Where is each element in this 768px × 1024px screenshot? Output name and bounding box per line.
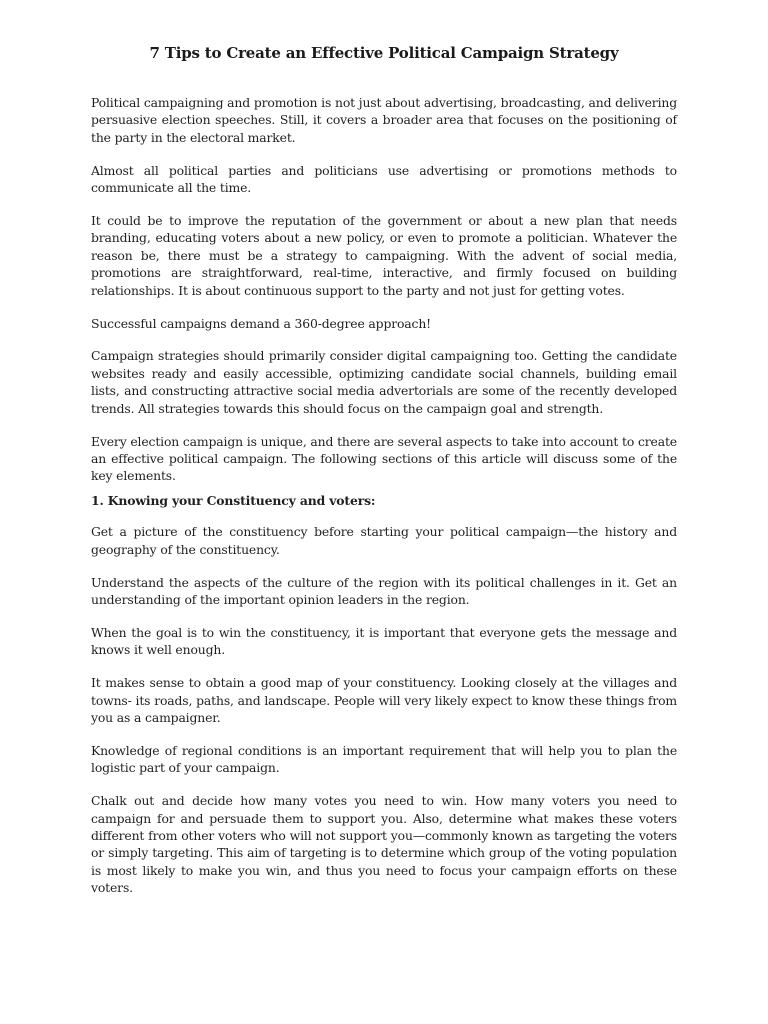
intro-paragraph-3: It could be to improve the reputation of the government or about a new plan that needs branding, educating voters about a new policy, or even to promote a politician. Whatever the reason be, there must be a strategy to campaigning. With the advent of social media, promotions are straightforward, real-time, interactive, and firmly focused on building relationships. It is about continuous support to the party and not just for getting votes. [91,213,677,298]
document-title: 7 Tips to Create an Effective Political Campaign Strategy [149,44,619,62]
section-1-heading: 1. Knowing your Constituency and voters: [91,492,376,508]
document-page [91,44,677,912]
section-1-paragraph-1: Get a picture of the constituency before starting your political campaign—the history and geography of the constituency. [91,524,677,557]
intro-paragraph-6: Every election campaign is unique, and there are several aspects to take into account to create an effective political campaign. The following sections of this article will discuss some of the key elements. [91,433,677,484]
intro-paragraph-2: Almost all political parties and politicians use advertising or promotions methods to communicate all the time. [91,162,677,196]
section-1-paragraph-2: Understand the aspects of the culture of the region with its political challenges in it. Get an understanding of the important opinion leaders in the region. [91,574,677,607]
section-1-paragraph-4: It makes sense to obtain a good map of your constituency. Looking closely at the villages and towns- its roads, paths, and landscape. People will very likely expect to know these things from you as a campaigner. [91,675,677,725]
intro-paragraph-5: Campaign strategies should primarily consider digital campaigning too. Getting the candidate websites ready and easily accessible, optimizing candidate social channels, building email lists, and constructing attractive social media advertorials are some of the recently developed trends. All strategies towards this should focus on the campaign goal and strength. [91,348,677,416]
section-1-paragraph-6: Chalk out and decide how many votes you need to win. How many voters you need to campaign for and persuade them to support you. Also, determine what makes these voters different from other voters who will not support you—commonly known as targeting the voters or simply targeting. This aim of targeting is to determine which group of the voting population is most likely to make you win, and thus you need to focus your campaign efforts on these voters. [91,793,677,896]
section-1-paragraph-3: When the goal is to win the constituency, it is important that everyone gets the message and knows it well enough. [91,624,677,658]
intro-paragraph-1: Political campaigning and promotion is not just about advertising, broadcasting, and delivering persuasive election speeches. Still, it covers a broader area that focuses on the positioning of the party in the electoral market. [91,95,677,145]
intro-paragraph-4: Successful campaigns demand a 360-degree approach! [91,315,431,331]
section-1-paragraph-5: Knowledge of regional conditions is an important requirement that will help you to plan the logistic part of your campaign. [91,742,677,776]
